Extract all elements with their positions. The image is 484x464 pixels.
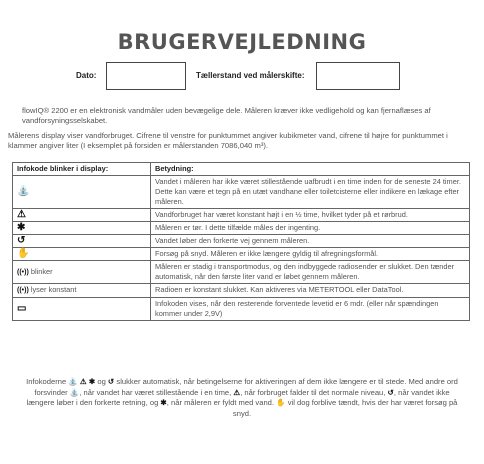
meter-reading-label: Tællerstand ved målerskifte:	[196, 71, 305, 80]
meaning-cell: Radioen er konstant slukket. Kan aktiveres via METERTOOL eller DataTool.	[151, 284, 470, 298]
infocode-label: blinker	[30, 266, 53, 276]
infocode-label: lyser konstant	[30, 285, 77, 294]
table-row	[13, 248, 470, 261]
meaning-cell: Måleren er tør. I dette tilfælde måles der ingenting.	[151, 222, 470, 235]
table-row	[13, 284, 470, 298]
meaning-cell: Infokoden vises, når den resterende forventede levetid er 6 mdr. (eller når spændingen kommer under 2,9V)	[151, 298, 470, 321]
footer-text-8: vil dog forblive tændt, hvis der har været forsøg på snyd.	[232, 398, 458, 418]
table-row	[13, 298, 470, 321]
dry-icon: ✱	[17, 222, 26, 233]
meaning-cell: Måleren er stadig i transportmodus, og den indbyggede radiosender er slukket. Den tænder automatisk, når den første liter vand er løbet gennem måleren.	[151, 261, 470, 284]
infocode-table	[12, 162, 470, 321]
tap-icon: ⛲	[68, 377, 78, 386]
table-row	[13, 176, 470, 209]
reverse-flow-icon: ↺	[17, 235, 26, 246]
col-header-meaning: Betydning:	[151, 163, 470, 176]
footer-text-2: og	[97, 377, 106, 386]
reverse-flow-icon: ↺	[387, 387, 394, 397]
meter-reading-field[interactable]	[316, 62, 400, 90]
date-label: Dato:	[76, 71, 97, 80]
meaning-cell: Vandet løber den forkerte vej gennem måleren.	[151, 235, 470, 248]
burst-icon: ⚠	[233, 387, 241, 397]
footer-text-7: , når måleren er fyldt med vand.	[166, 398, 275, 407]
meaning-cell: Vandforbruget har været konstant højt i en ½ time, hvilket tyder på et rørbrud.	[151, 209, 470, 222]
footer-text-6: , når vandet ikke længere løber i den forkerte retning, og	[26, 387, 450, 407]
infocode-cell	[13, 176, 151, 209]
radio-off-icon: ((•))	[17, 287, 29, 294]
table-row	[13, 235, 470, 248]
infocode-cell	[13, 235, 151, 248]
infocode-cell	[13, 209, 151, 222]
tap-icon: ⛲	[17, 186, 30, 197]
col-header-infocode: Infokode blinker i display:	[13, 163, 151, 176]
footer-text-5: , når forbruget falder til det normale niveau,	[240, 387, 386, 397]
meaning-cell: Vandet i måleren har ikke været stillestående uafbrudt i en time inden for de seneste 24 timer. Dette kan være et tegn på en utæt vandhane eller toiletcisterne eller indikere en lækage efter måleren.	[151, 176, 470, 209]
table-row	[13, 209, 470, 222]
burst-icon: ⚠	[79, 377, 87, 386]
field-row	[0, 62, 484, 90]
infocode-cell	[13, 261, 151, 284]
footer-text-1: Infokoderne	[26, 377, 67, 386]
infocode-cell	[13, 222, 151, 235]
footer-text-3: slukker automatisk, når betingelserne for aktiveringen af dem ikke længere er til stede. Med andre ord forsvinder	[34, 377, 458, 397]
infocode-cell	[13, 284, 151, 298]
table-row	[13, 261, 470, 284]
tamper-hand-icon: ✋	[276, 398, 286, 407]
display-explanation: Målerens display viser vandforbruget. Cifrene til venstre for punktummet angiver kubikmeter vand, cifrene til højre for punktummet i klammer angiver liter (I eksemplet på forsiden er målerstanden 7086,040 m³).	[8, 131, 448, 150]
table-row	[13, 222, 470, 235]
intro-paragraph: flowIQ® 2200 er en elektronisk vandmåler uden bevægelige dele. Måleren kræver ikke vedligehold og kan fjernaflæses af vandforsyningsselskabet.	[22, 106, 431, 125]
burst-icon: ⚠	[17, 209, 26, 220]
infocode-cell	[13, 298, 151, 321]
meaning-cell: Forsøg på snyd. Måleren er ikke længere gyldig til afregningsformål.	[151, 248, 470, 261]
radio-off-icon: ((•))	[17, 268, 29, 276]
date-field[interactable]	[106, 62, 186, 90]
table-header-row	[13, 163, 470, 176]
infocode-cell	[13, 248, 151, 261]
reverse-flow-icon: ↺	[107, 377, 115, 386]
footer-text-4: , når vandet har været stillestående i en time,	[79, 387, 232, 397]
page-title: BRUGERVEJLEDNING	[117, 30, 367, 54]
dry-icon: ✱	[160, 398, 167, 407]
battery-icon: ▭	[17, 303, 27, 314]
dry-icon: ✱	[88, 377, 96, 386]
footer-note	[20, 377, 464, 419]
tamper-hand-icon: ✋	[17, 248, 30, 259]
tap-icon: ⛲	[69, 387, 80, 397]
